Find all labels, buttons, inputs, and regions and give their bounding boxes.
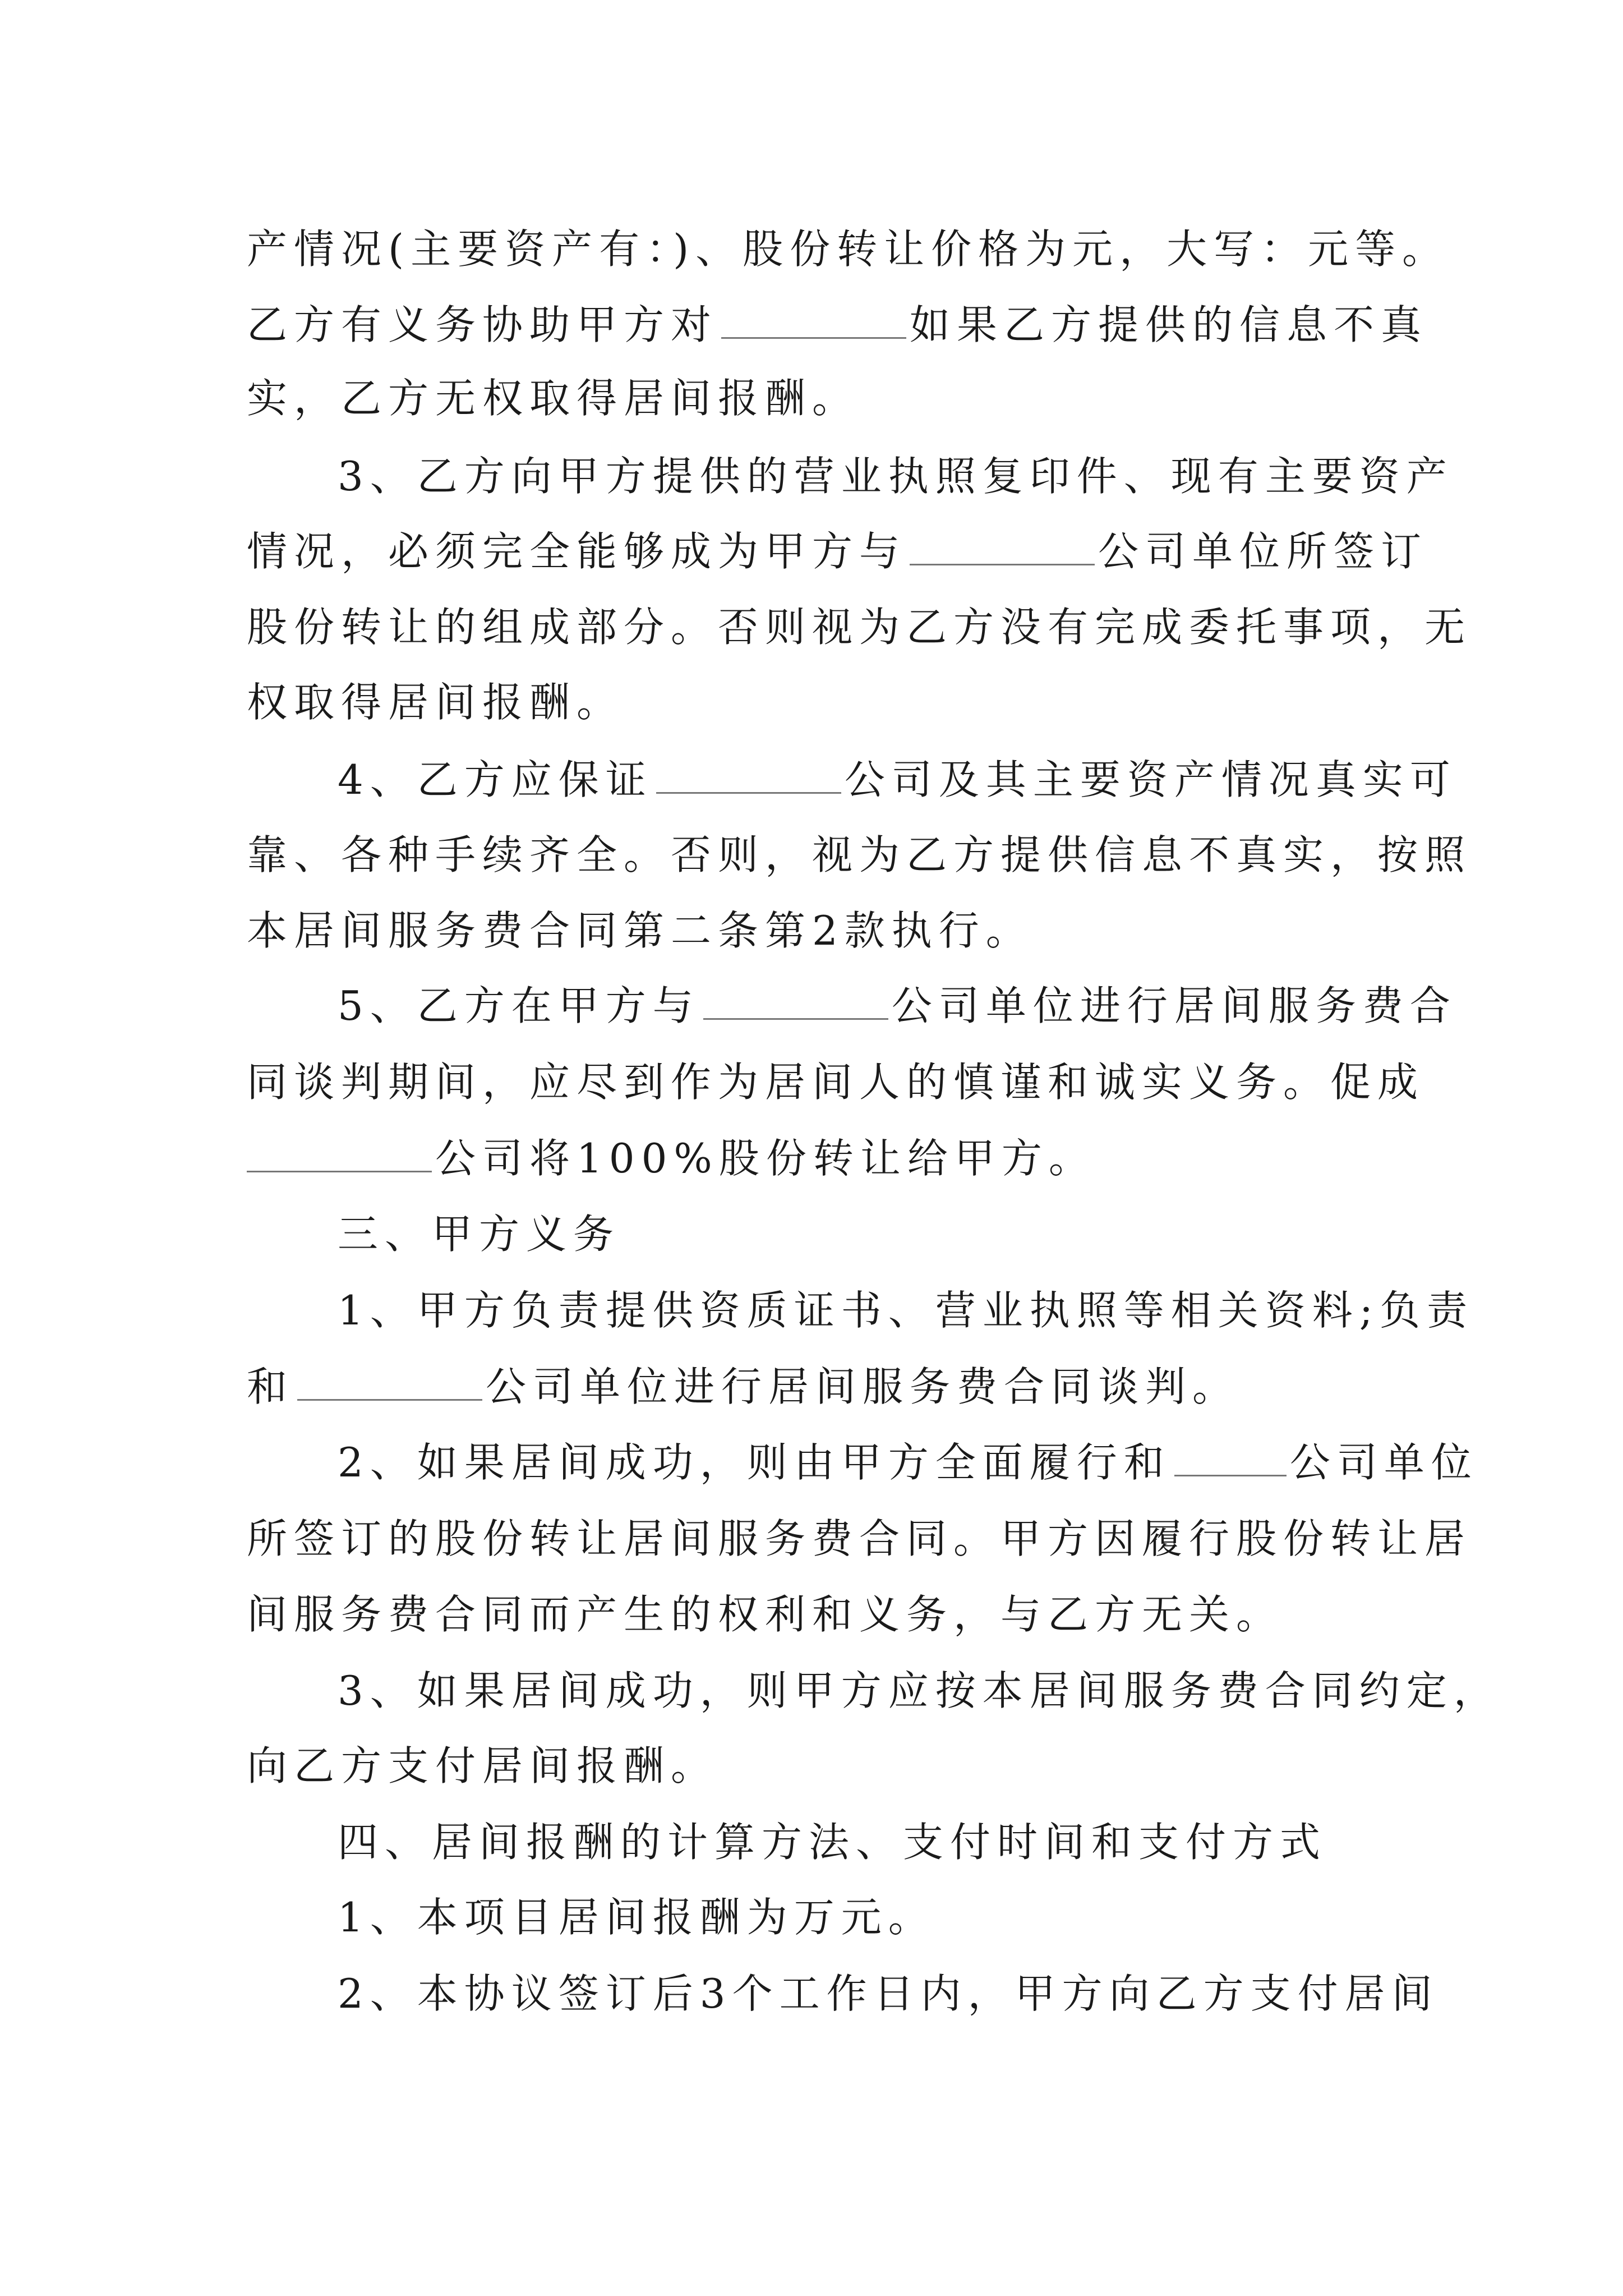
text-line [247, 359, 859, 438]
text-line [247, 1499, 1472, 1578]
text-line [247, 1347, 1239, 1426]
line-text: 本居间服务费合同第二条第2款执行。 [247, 907, 1033, 954]
line-text: 四、居间报酬的计算方法、支付时间和支付方式 [338, 1819, 1327, 1866]
fill-in-blank [1174, 1442, 1287, 1476]
line-text: 如果乙方提供的信息不真 [910, 301, 1428, 348]
text-line [247, 663, 624, 742]
line-text: 权取得居间报酬。 [247, 679, 624, 726]
text-line [247, 1575, 1283, 1654]
text-line [247, 1043, 1424, 1121]
line-text: 公司单位所签订 [1098, 528, 1428, 575]
text-line [247, 816, 1472, 894]
line-text: 乙方有义务协助甲方对 [247, 301, 718, 348]
line-text: 1、本项目居间报酬为万元。 [338, 1894, 935, 1941]
fill-in-blank [703, 986, 888, 1020]
paragraph-start-line [338, 1651, 1501, 1730]
fill-in-blank [656, 760, 841, 794]
paragraph-start-line [338, 1423, 1478, 1502]
line-text: 1、甲方负责提供资质证书、营业执照等相关资料;负责 [338, 1287, 1474, 1334]
paragraph-start-line [338, 1271, 1474, 1350]
line-text: 股份转让的组成部分。否则视为乙方没有完成委托事项，无 [247, 604, 1472, 651]
fill-in-blank [721, 305, 906, 339]
line-text: 和 [247, 1363, 294, 1410]
text-line [247, 1119, 1096, 1198]
paragraph-start-line [338, 437, 1454, 516]
line-text: 5、乙方在甲方与 [338, 982, 700, 1029]
section-heading [338, 1195, 620, 1273]
text-line [247, 588, 1472, 666]
line-text: 2、如果居间成功，则由甲方全面履行和 [338, 1439, 1171, 1486]
line-text: 所签订的股份转让居间服务费合同。甲方因履行股份转让居 [247, 1515, 1472, 1562]
text-line [247, 286, 1428, 364]
paragraph-start-line [338, 1878, 935, 1957]
line-text: 情况，必须完全能够成为甲方与 [247, 528, 907, 575]
paragraph-start-line [338, 967, 1457, 1045]
section-heading [338, 1803, 1327, 1881]
line-text: 同谈判期间，应尽到作为居间人的慎谨和诚实义务。促成 [247, 1059, 1425, 1106]
line-text: 4、乙方应保证 [338, 756, 653, 803]
line-text: 公司单位 [1289, 1439, 1478, 1486]
line-text: 间服务费合同而产生的权利和义务，与乙方无关。 [247, 1591, 1284, 1638]
fill-in-blank [297, 1366, 482, 1401]
line-text: 靠、各种手续齐全。否则，视为乙方提供信息不真实，按照 [247, 831, 1472, 878]
text-line [247, 210, 1449, 288]
line-text: 三、甲方义务 [338, 1211, 621, 1258]
line-text: 公司将100%股份转让给甲方。 [435, 1135, 1096, 1182]
fill-in-blank [910, 531, 1095, 565]
text-line [247, 1727, 718, 1805]
line-text: 2、本协议签订后3个工作日内，甲方向乙方支付居间 [338, 1970, 1439, 2017]
line-text: 产情况(主要资产有：)、股份转让价格为元，大写：元等。 [247, 226, 1450, 273]
line-text: 向乙方支付居间报酬。 [247, 1742, 718, 1789]
line-text: 3、如果居间成功，则甲方应按本居间服务费合同约定， [338, 1667, 1501, 1714]
line-text: 实，乙方无权取得居间报酬。 [247, 375, 860, 422]
text-line [247, 891, 1033, 970]
text-line [247, 512, 1428, 591]
line-text: 公司单位进行居间服务费合同谈判。 [486, 1363, 1240, 1410]
paragraph-start-line [338, 740, 1457, 819]
paragraph-start-line [338, 1954, 1439, 2033]
line-text: 公司单位进行居间服务费合 [891, 982, 1457, 1029]
line-text: 3、乙方向甲方提供的营业执照复印件、现有主要资产 [338, 453, 1454, 500]
fill-in-blank [247, 1138, 432, 1172]
line-text: 公司及其主要资产情况真实可 [844, 756, 1457, 803]
